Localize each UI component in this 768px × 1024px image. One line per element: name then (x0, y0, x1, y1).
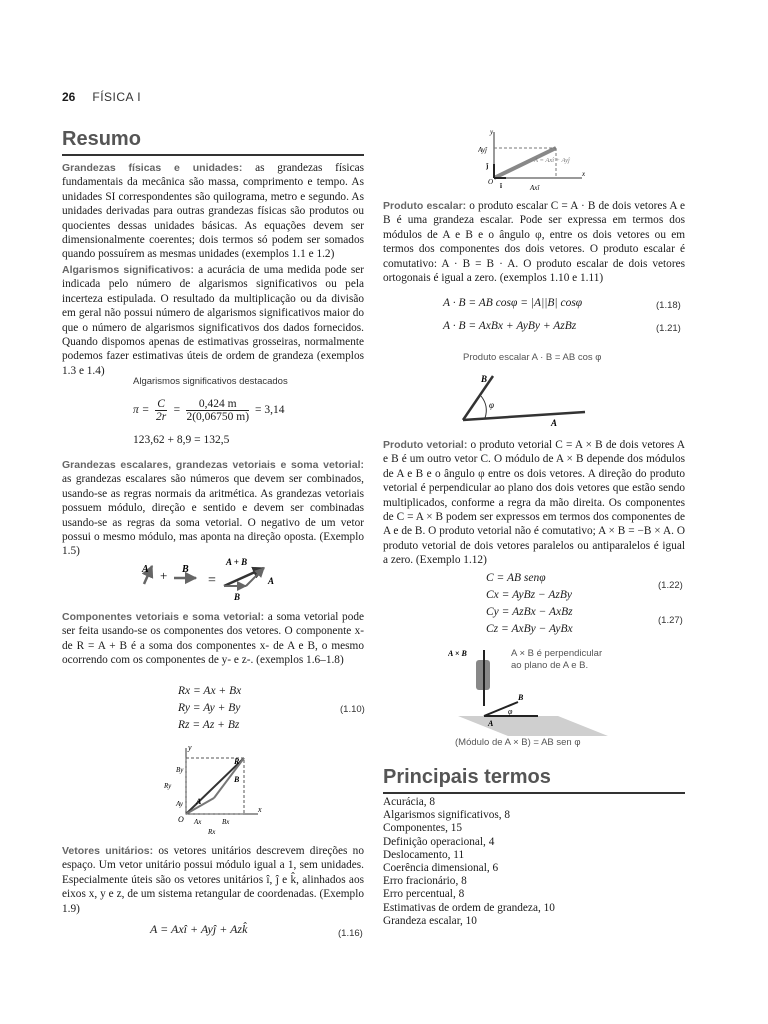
list-item: Estimativas de ordem de grandeza, 10 (383, 901, 555, 914)
dot-eq-2: A · B = AxBx + AyBy + AzBz (443, 320, 577, 332)
cross-fig-label-2: ao plano de A e B. (511, 660, 589, 671)
term-componentes: Componentes vetoriais e soma vetorial: (62, 611, 265, 623)
cross-eq-2: Cx = AyBz − AzBy (486, 589, 573, 601)
resumo-title: Resumo (62, 128, 141, 150)
text-algarismos: a acurácia de uma medida pode ser indicada pelo número de algarismos significativos ou pela incerteza estipulada. O resultado da multiplicação ou da divisão em geral não possui número de algarismos significativos maior do que o número de algarismos significativos dos dados fornecidos. Quando dispomos apenas de estimativas grosseiras, normalmente podemos fazer estimativas úteis de ordem de grandeza (exemplos 1.3 e 1.4) (62, 264, 365, 377)
list-item: Acurácia, 8 (383, 796, 436, 808)
cross-a-label: A (488, 719, 494, 728)
dot-figure-caption: Produto escalar A · B = AB cos φ (463, 352, 602, 363)
key-terms-list (383, 796, 555, 928)
cross-eq-3: Cy = AzBx − AxBz (486, 606, 573, 618)
y-axis-label-2: y (490, 128, 494, 136)
origin-label: O (178, 815, 184, 824)
dot-vector-b (463, 376, 493, 420)
dot-eq-1: A · B = AB cosφ = |A||B| cosφ (443, 297, 583, 309)
sigfig-eq1-den: 2r (156, 411, 167, 423)
comp-eq-number: (1.10) (340, 704, 365, 715)
comp-eq-x: Rx = Ax + Bx (178, 685, 242, 697)
cross-fig-caption: (Módulo de A × B) = AB sen φ (455, 737, 581, 748)
sigfig-eq1-den2: 2(0,06750 m) (186, 411, 250, 423)
x-axis-label: x (258, 805, 262, 814)
dot-a-label: A (551, 418, 558, 428)
j-hat-label: ĵ (486, 162, 489, 170)
phi-label: φ (489, 400, 494, 410)
comp-eq-y: Ry = Ay + By (178, 702, 241, 714)
cross-eq-number-1: (1.22) (658, 580, 683, 591)
resumo-rule (62, 154, 364, 156)
text-grandezas-fisicas: as grandezas físicas fundamentais da mecânica são massa, comprimento e tempo. As unidades SI correspondentes são quilograma, metro e segundo. As unidades derivadas para outras grandezas físicas são produtos ou quocientes dessas unidades básicas. As equações devem ser dimensionalmente coerentes; dois termos só podem ser somados quando possuírem as mesmas unidades (exemplos 1.1 e 1.2) (62, 162, 364, 261)
y-axis-label: y (188, 743, 192, 752)
ayj-label: Ayĵ (478, 146, 487, 154)
para-produto-vetorial (383, 438, 685, 568)
term-vetores-unitarios: Vetores unitários: (62, 845, 154, 857)
ay-label: Ay (176, 800, 183, 808)
r-label: R (234, 757, 240, 766)
a-label: A (196, 797, 202, 806)
sigfig-caption: Algarismos significativos destacados (133, 376, 288, 387)
equals-sign: = (208, 573, 216, 588)
cross-eq-number-2: (1.27) (658, 615, 683, 626)
unit-vector-eq-number: (1.16) (338, 928, 363, 939)
list-item: Erro percentual, 8 (383, 888, 465, 901)
ax-label: Ax (194, 818, 202, 826)
b-label: B (234, 775, 240, 784)
term-escalares-vetoriais: Grandezas escalares, grandezas vetoriais e soma vetorial: (62, 459, 364, 471)
term-grandezas-fisicas: Grandezas físicas e unidades: (62, 162, 243, 174)
para-componentes (62, 610, 364, 668)
unit-sum-label: A = Axî + Ayĵ (534, 157, 570, 164)
para-produto-escalar (383, 199, 685, 285)
term-produto-vetorial: Produto vetorial: (383, 439, 468, 451)
term-algarismos: Algarismos significativos: (62, 264, 195, 276)
vector-r-line (186, 758, 244, 814)
by-label: By (176, 766, 184, 774)
dot-vector-a (463, 412, 585, 420)
running-title: FÍSICA I (92, 90, 142, 104)
text-componentes: a soma vetorial pode ser feita usando-se os componentes dos vetores. O componente x- de R = A + B é a soma dos componentes x- de A e B, o mesmo ocorrendo com os componentes de y- e z-. (exemplos 1.6–1.8) (62, 611, 365, 667)
term-produto-escalar: Produto escalar: (383, 200, 467, 212)
list-item: Deslocamento, 11 (383, 848, 465, 861)
principais-termos-title: Principais termos (383, 766, 551, 788)
sigfig-eq1-num: C (157, 398, 165, 410)
phi-arc (481, 396, 486, 418)
plane-shape (458, 716, 608, 736)
dot-eq-2-number: (1.21) (656, 323, 681, 334)
origin-label-2: O (488, 178, 494, 186)
rx-label: Rx (208, 828, 216, 836)
bx-label: Bx (222, 818, 230, 826)
cross-fig-label-1: A × B é perpendicular (511, 648, 603, 659)
cross-eq-1: C = AB senφ (486, 572, 546, 584)
para-vetores-unitarios (62, 844, 364, 916)
cross-b-label: B (518, 693, 524, 702)
unit-vectors-figure (478, 128, 590, 196)
sigfig-eq1: π = $\frac{C}{2r}$ = $\frac{0,424 m}{2(0,06750 m)}$ = 3,14 (133, 398, 285, 423)
principais-termos-rule (383, 792, 685, 794)
text-produto-vetorial: o produto vetorial C = A × B de dois vetores A e B é um outro vetor C. O módulo de A × B depende dos módulos de A e B e o ângulo φ entre os dois vetores. A direção do produto vetorial é perpendicular ao plano dos dois vetores que estão sendo multiplicados, conforme a regra da mão direita. Os componentes de C = A × B podem ser expressos em termos dos componentes de A e de B. O produto vetorial não é comutativo; A × B = −B × A. O produto vetorial de dois vetores paralelos ou antiparalelos é igual a zero. (Exemplo 1.12) (383, 439, 686, 567)
sigfig-eq1-num2: 0,424 m (186, 398, 249, 411)
page-header (62, 90, 141, 105)
page-number: 26 (62, 90, 76, 104)
vector-b-label-2: B (234, 592, 241, 602)
comp-eq-z: Rz = Az + Bz (178, 719, 240, 731)
cross-eq-4: Cz = AxBy − AyBx (486, 623, 573, 635)
list-item: Grandeza escalar, 10 (383, 914, 477, 927)
vector-b-line (214, 758, 244, 798)
para-escalares-vetoriais (62, 458, 364, 559)
text-vetores-unitarios: os vetores unitários descrevem direções no espaço. Um vetor unitário possui módulo igual a 1, sem unidades. Especialmente úteis são os vetores unitários î, ĵ e k̂, alinhados aos eixos x, y e z, de um sistema retangular de coordenadas. (Exemplo 1.9) (62, 845, 364, 915)
unit-vector-eq: A = Axî + Ayĵ + Azk̂ (150, 922, 248, 936)
text-produto-escalar: o produto escalar C = A · B de dois vetores A e B é uma grandeza escalar. Pode ser expressa em termos dos módulos de A e B e o ângulo φ, entre os dois vetores ou em termos dos componentes dos dois vetores. O produto escalar é comutativo: A · B = B · A. O produto escalar de dois vetores ortogonais é igual a zero. (exemplos 1.10 e 1.11) (383, 200, 686, 285)
vector-sum-label: A + B (226, 557, 248, 567)
vector-b-label: B (182, 564, 189, 575)
vector-a-label-2: A (268, 576, 275, 586)
components-figure (150, 742, 265, 837)
list-item: Coerência dimensional, 6 (383, 862, 499, 875)
sigfig-eq1-lhs: π = (133, 404, 150, 417)
dot-product-figure (455, 368, 595, 428)
list-item: Componentes, 15 (383, 822, 463, 835)
dot-eq-1-number: (1.18) (656, 300, 681, 311)
text-escalares-vetoriais: as grandezas escalares são números que devem ser combinados, usando-se as regras normais da aritmética. As grandezas vetoriais possuem módulo, direção e sentido e devem ser combinadas usando-se as regras da soma vetorial. O negativo de um vetor possui o mesmo módulo, mas aponta na direção oposta. (Exemplo 1.5) (62, 473, 364, 558)
dot-b-label: B (481, 374, 488, 384)
i-hat-label: î (500, 182, 502, 190)
cross-vector-b (484, 702, 518, 716)
para-algarismos (62, 263, 364, 378)
x-axis-label-2: x (582, 170, 586, 178)
cross-vec-label: A × B (448, 649, 467, 658)
list-item: Algarismos significativos, 8 (383, 809, 511, 822)
para-grandezas-fisicas (62, 161, 364, 262)
cross-phi-label: φ (508, 707, 513, 716)
vector-a-label: A (142, 564, 149, 575)
sigfig-eq1-rhs: = 3,14 (254, 404, 285, 417)
axi-label: Axî (530, 184, 540, 192)
sigfig-eq2: 123,62 + 8,9 = 132,5 (133, 434, 230, 446)
list-item: Definição operacional, 4 (383, 835, 495, 848)
list-item: Erro fracionário, 8 (383, 875, 467, 888)
vector-sum-arrow (224, 568, 264, 586)
plus-sign: + (160, 568, 168, 583)
ry-label: Ry (164, 782, 172, 790)
vector-addition-figure (138, 556, 288, 606)
